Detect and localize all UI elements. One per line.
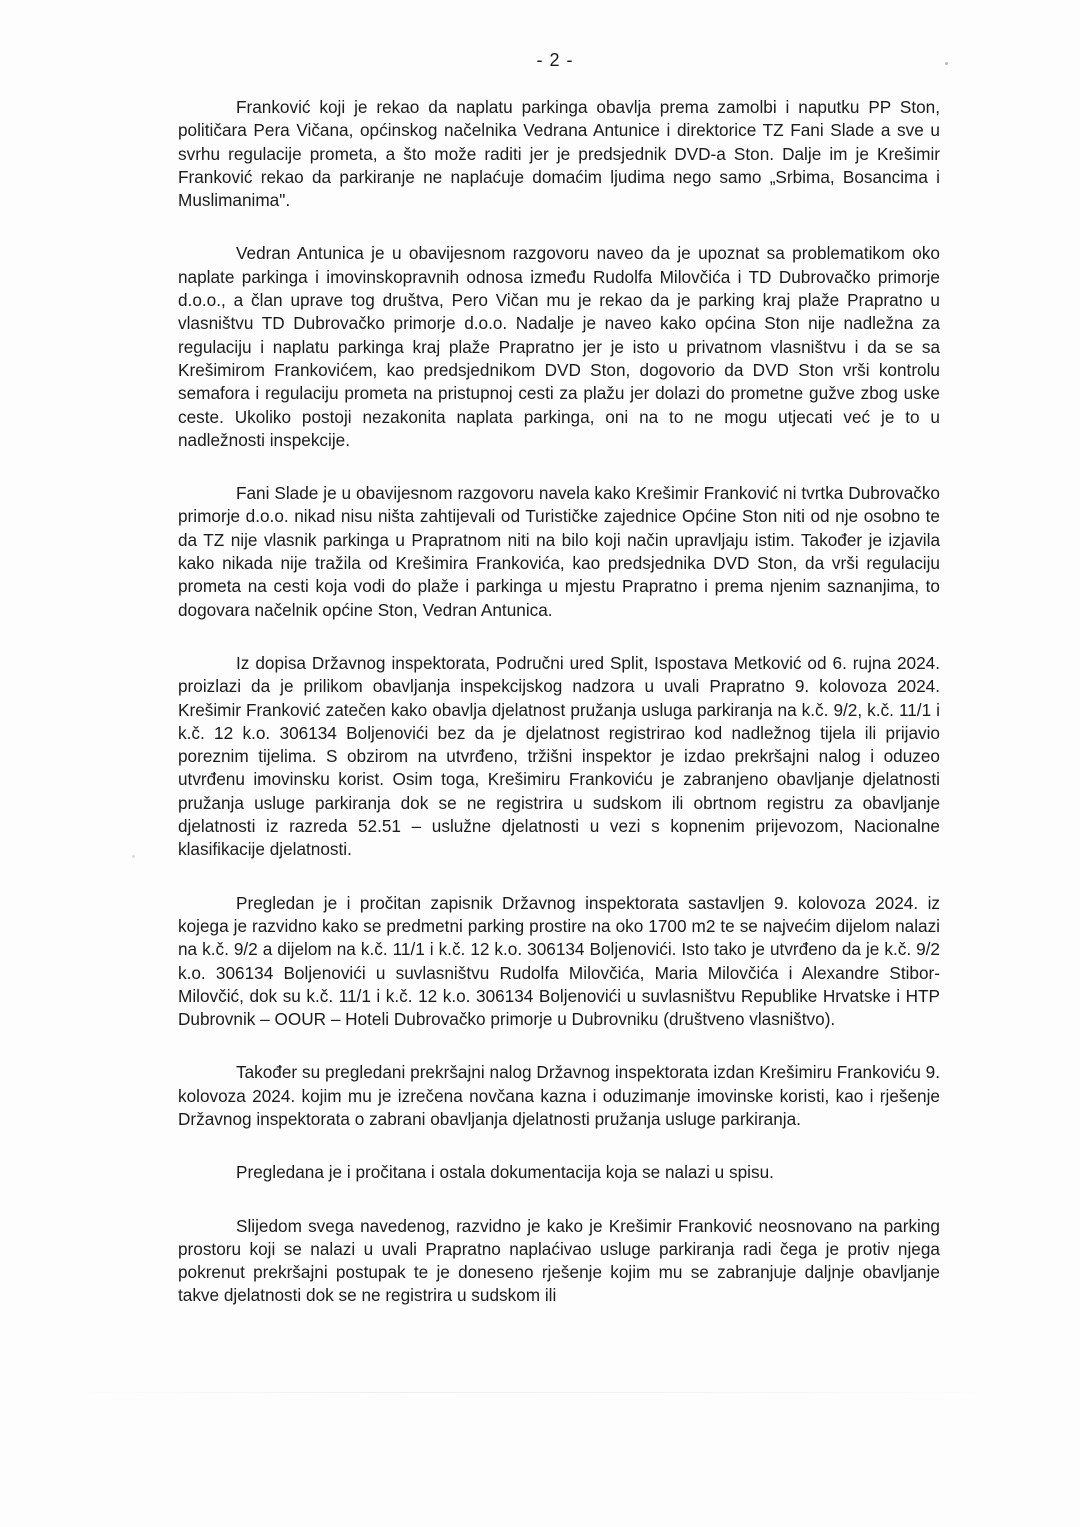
scan-speck: [132, 855, 135, 858]
paragraph-continuation: Franković koji je rekao da naplatu parkinga obavlja prema zamolbi i naputku PP Ston, političara Pera Vičana, općinskog načelnika Vedrana Antunice i direktorice TZ Fani Slade a sve u svrhu regulacije prometa, a što može raditi jer je predsjednik DVD-a Ston. Dalje im je Krešimir Franković rekao da parkiranje ne naplaćuje domaćim ljudima nego samo „Srbima, Bosancima i Muslimanima".: [178, 97, 940, 211]
paragraph-inspectorate-letter: Iz dopisa Državnog inspektorata, Područni ured Split, Ispostava Metković od 6. rujna 2024. proizlazi da je prilikom obavljanja inspekcijskog nadzora u uvali Prapratno 9. kolovoza 2024. Krešimir Franković zatečen kako obavlja djelatnost pružanja usluga parkiranja na k.č. 9/2, k.č. 11/1 i k.č. 12 k.o. 306134 Boljenovići bez da je djelatnost registrirao kod nadležnog tijela ili prijavio poreznim tijelima. S obzirom na utvrđeno, tržišni inspektor je izdao prekršajni nalog i oduzeo utvrđenu imovinsku korist. Osim toga, Krešimiru Frankoviću je zabranjeno obavljanje djelatnosti pružanja usluge parkiranja dok se ne registrira u sudskom ili obrtnom registru za obavljanje djelatnosti iz razreda 52.51 – uslužne djelatnosti u vezi s kopnenim prijevozom, Nacionalne klasifikacije djelatnosti.: [178, 652, 940, 860]
paragraph-inspection-record: Pregledan je i pročitan zapisnik Državnog inspektorata sastavljen 9. kolovoza 2024. iz kojega je razvidno kako se predmetni parking prostire na oko 1700 m2 te se najvećim dijelom nalazi na k.č. 9/2 a dijelom na k.č. 11/1 i k.č. 12 k.o. 306134 Boljenovići. Isto tako je utvrđeno da je k.č. 9/2 k.o. 306134 Boljenovići u suvlasništvu Rudolfa Milovčića, Maria Milovčića i Alexandre Stibor-Milovčić, dok su k.č. 11/1 i k.č. 12 k.o. 306134 Boljenovići u suvlasništvu Republike Hrvatske i HTP Dubrovnik – OOUR – Hoteli Dubrovačko primorje u Dubrovniku (društveno vlasništvo).: [178, 892, 940, 1030]
paragraph-slade-statement: Fani Slade je u obavijesnom razgovoru navela kako Krešimir Franković ni tvrtka Dubrovačko primorje d.o.o. nikad nisu ništa zahtijevali od Turističke zajednice Općine Ston niti od nje osobno te da TZ nije vlasnik parkinga u Prapratnom niti na bilo koji način upravljaju istim. Također je izjavila kako nikada nije tražila od Krešimira Frankovića, kao predsjednika DVD Ston, da vrši regulaciju prometa na cesti koja vodi do plaže i parkinga u mjestu Prapratno i prema njenim saznanjima, to dogovara načelnik općine Ston, Vedran Antunica.: [178, 483, 940, 620]
paragraph-misdemeanor-order: Također su pregledani prekršajni nalog Državnog inspektorata izdan Krešimiru Frankoviću 9. kolovoza 2024. kojim mu je izrečena novčana kazna i oduzimanje imovinske koristi, kao i rješenje Državnog inspektorata o zabrani obavljanja djelatnosti pružanja usluge parkiranja.: [178, 1062, 940, 1129]
paragraph-conclusion: Slijedom svega navedenog, razvidno je kako je Krešimir Franković neosnovano na parking prostoru koji se nalazi u uvali Prapratno naplaćivao usluge parkiranja radi čega je protiv njega pokrenut prekršajni postupak te je doneseno rješenje kojim mu se zabranjuje daljnje obavljanje takve djelatnosti dok se ne registrira u sudskom ili: [178, 1215, 940, 1306]
page-number: - 2 -: [536, 50, 574, 70]
document-body: [178, 96, 940, 1338]
scan-speck: [945, 62, 948, 65]
paragraph-other-documentation: Pregledana je i pročitana i ostala dokumentacija koja se nalazi u spisu.: [236, 1162, 774, 1183]
scan-artifact-line: [60, 1392, 1020, 1393]
paragraph-antunica-statement: Vedran Antunica je u obavijesnom razgovoru naveo da je upoznat sa problematikom oko naplate parkinga i imovinskopravnih odnosa između Rudolfa Milovčića i TD Dubrovačko primorje d.o.o., a član uprave tog društva, Pero Vičan mu je rekao da je parking kraj plaže Prapratno u vlasništvu TD Dubrovačko primorje d.o.o. Nadalje je naveo kako općina Ston nije nadležna za regulaciju i naplatu parkinga kraj plaže Prapratno jer je isto u privatnom vlasništvu i da se sa Krešimirom Frankovićem, kao predsjednikom DVD Ston, dogovorio da DVD Ston vrši kontrolu semafora i regulaciju prometa na pristupnoj cesti za plažu jer dolazi do prometne gužve zbog uske ceste. Ukoliko postoji nezakonita naplata parkinga, oni na to ne mogu utjecati već je to u nadležnosti inspekcije.: [178, 243, 940, 450]
